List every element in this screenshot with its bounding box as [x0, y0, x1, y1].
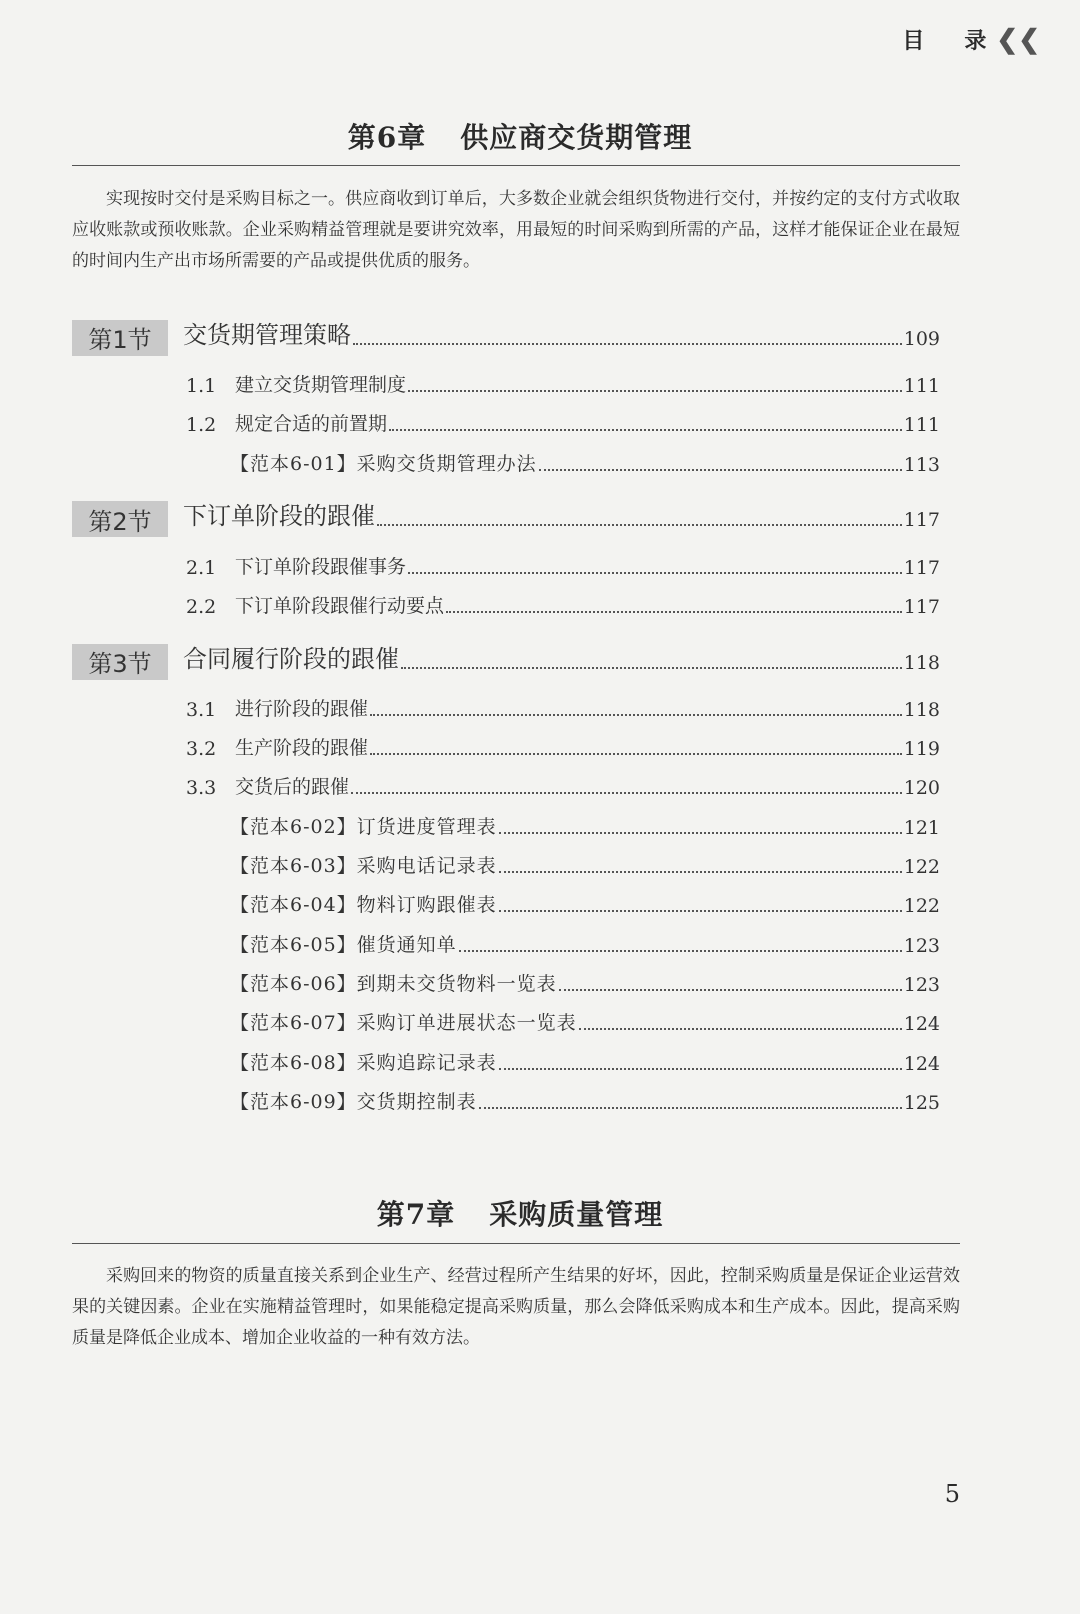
toc-entry-sample[interactable] — [72, 1004, 940, 1043]
entry-title: 下订单阶段跟催事务 — [235, 555, 407, 578]
header-text-left: 目 — [902, 28, 925, 54]
entry-title: 【范本6-08】采购追踪记录表 — [230, 1051, 497, 1074]
dot-leader — [377, 524, 902, 526]
dot-leader — [499, 871, 902, 873]
dot-leader — [408, 572, 902, 574]
chapter-6-title — [0, 116, 1040, 156]
entry-page: 117 — [903, 556, 940, 579]
toc-entry-sample[interactable] — [72, 886, 940, 925]
entry-page: 111 — [903, 414, 940, 437]
section-badge: 第2节 — [72, 501, 168, 537]
dot-leader — [479, 1107, 902, 1109]
dot-leader — [499, 910, 902, 912]
double-chevron-left-icon: ❮❮ — [996, 24, 1040, 55]
dot-leader — [401, 667, 902, 669]
entry-title: 下订单阶段的跟催 — [183, 502, 375, 531]
table-of-contents — [72, 302, 940, 1122]
toc-entry-section[interactable] — [72, 307, 940, 366]
divider — [72, 165, 960, 166]
toc-entry-sample[interactable] — [72, 1043, 940, 1082]
dot-leader — [539, 469, 902, 471]
dot-leader — [499, 1068, 902, 1070]
chapter-number: 第7章 — [376, 1198, 456, 1231]
page-number: 5 — [944, 1480, 960, 1508]
toc-entry-sample[interactable] — [72, 1083, 940, 1122]
entry-title: 【范本6-05】催货通知单 — [230, 933, 457, 956]
header-text-right: 录 — [964, 28, 987, 54]
toc-entry-sub[interactable] — [72, 547, 940, 586]
dot-leader — [370, 714, 902, 716]
entry-title: 【范本6-06】到期未交货物料一览表 — [230, 972, 557, 995]
section-badge: 第3节 — [72, 644, 168, 680]
entry-number: 3.2 — [186, 738, 217, 761]
entry-title: 【范本6-01】采购交货期管理办法 — [230, 452, 537, 475]
entry-title: 进行阶段的跟催 — [235, 697, 369, 720]
entry-page: 121 — [903, 816, 940, 839]
dot-leader — [389, 429, 902, 431]
entry-page: 122 — [903, 895, 940, 918]
entry-page: 125 — [903, 1091, 940, 1114]
entry-number: 2.2 — [186, 595, 217, 618]
toc-entry-sub[interactable] — [72, 587, 940, 626]
dot-leader — [353, 343, 902, 345]
entry-page: 124 — [903, 1052, 940, 1075]
entry-title: 规定合适的前置期 — [235, 413, 388, 436]
entry-title: 生产阶段的跟催 — [235, 737, 369, 760]
entry-title: 交货期管理策略 — [183, 320, 351, 349]
entry-number: 1.1 — [186, 374, 217, 397]
dot-leader — [579, 1028, 902, 1030]
toc-entry-sub[interactable] — [72, 690, 940, 729]
toc-entry-sub[interactable] — [72, 405, 940, 444]
entry-page: 118 — [903, 651, 940, 674]
entry-page: 123 — [903, 973, 940, 996]
entry-title: 【范本6-09】交货期控制表 — [230, 1090, 477, 1113]
dot-leader — [499, 832, 902, 834]
section-badge: 第1节 — [72, 320, 168, 356]
dot-leader — [351, 792, 902, 794]
entry-page: 120 — [903, 777, 940, 800]
entry-page: 113 — [903, 453, 940, 476]
entry-page: 111 — [903, 374, 940, 397]
divider — [72, 1243, 960, 1244]
entry-number: 1.2 — [186, 414, 217, 437]
chapter-name: 供应商交货期管理 — [460, 121, 693, 154]
dot-leader — [408, 390, 902, 392]
entry-title: 建立交货期管理制度 — [235, 373, 407, 396]
chapter-number: 第6章 — [347, 121, 427, 154]
entry-page: 122 — [903, 856, 940, 879]
entry-number: 2.1 — [186, 556, 217, 579]
toc-entry-sample[interactable] — [72, 847, 940, 886]
running-header — [902, 24, 1040, 55]
entry-title: 【范本6-04】物料订购跟催表 — [230, 894, 497, 917]
toc-entry-sample[interactable] — [72, 965, 940, 1004]
entry-title: 【范本6-03】采购电话记录表 — [230, 855, 497, 878]
dot-leader — [370, 753, 902, 755]
entry-title: 下订单阶段跟催行动要点 — [235, 594, 445, 617]
entry-page: 118 — [903, 698, 940, 721]
entry-page: 119 — [903, 738, 940, 761]
entry-number: 3.1 — [186, 698, 217, 721]
chapter-7-title — [0, 1193, 1040, 1233]
entry-title: 【范本6-07】采购订单进展状态一览表 — [230, 1012, 577, 1035]
entry-title: 【范本6-02】订货进度管理表 — [230, 815, 497, 838]
entry-title: 交货后的跟催 — [235, 776, 350, 799]
toc-entry-section[interactable] — [72, 631, 940, 690]
entry-page: 117 — [903, 509, 940, 532]
chapter-name: 采购质量管理 — [489, 1198, 664, 1231]
entry-page: 124 — [903, 1013, 940, 1036]
toc-entry-sample[interactable] — [72, 807, 940, 846]
entry-number: 3.3 — [186, 777, 217, 800]
chapter-6-intro: 实现按时交付是采购目标之一。供应商收到订单后，大多数企业就会组织货物进行交付，并按约定的支付方式收取应收账款或预收账款。企业采购精益管理就是要讲究效率，用最短的时间采购到所需的产品，这样才能保证企业在最短的时间内生产出市场所需要的产品或提供优质的服务。 — [72, 189, 960, 271]
entry-page: 109 — [903, 327, 940, 350]
toc-entry-sub[interactable] — [72, 768, 940, 807]
dot-leader — [559, 989, 902, 991]
chapter-7-intro: 采购回来的物资的质量直接关系到企业生产、经营过程所产生结果的好坏，因此，控制采购质量是保证企业运营效果的关键因素。企业在实施精益管理时，如果能稳定提高采购质量，那么会降低采购成本和生产成本。因此，提高采购质量是降低企业成本、增加企业收益的一种有效方法。 — [72, 1266, 960, 1348]
entry-page: 123 — [903, 934, 940, 957]
dot-leader — [446, 611, 902, 613]
dot-leader — [459, 950, 902, 952]
toc-entry-sub[interactable] — [72, 366, 940, 405]
toc-entry-sub[interactable] — [72, 729, 940, 768]
entry-title: 合同履行阶段的跟催 — [183, 644, 399, 673]
toc-entry-sample[interactable] — [72, 925, 940, 964]
toc-entry-section[interactable] — [72, 489, 940, 548]
entry-page: 117 — [903, 595, 940, 618]
toc-entry-sample[interactable] — [72, 444, 940, 483]
